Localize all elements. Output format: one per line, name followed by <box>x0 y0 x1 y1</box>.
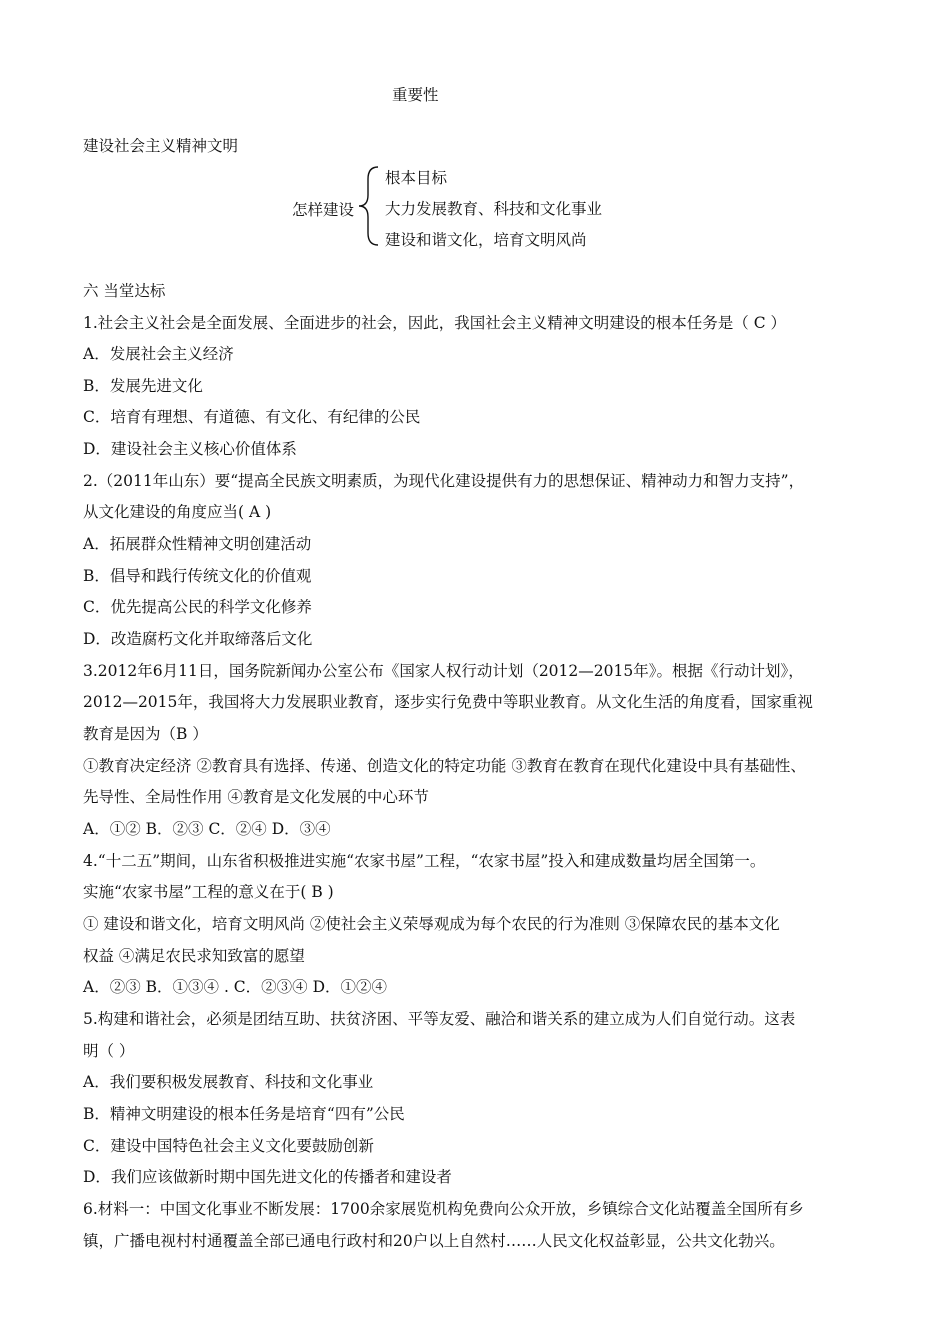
option-line: C．培育有理想、有道德、有文化、有纪律的公民 <box>83 408 421 426</box>
branch-item: 建设和谐文化，培育文明风尚 <box>385 231 587 249</box>
section-title: 六 当堂达标 <box>83 282 166 300</box>
option-line: D．改造腐朽文化并取缔落后文化 <box>83 630 313 648</box>
option-line: A．发展社会主义经济 <box>83 345 234 363</box>
statement-line: ① 建设和谐文化，培育文明风尚 ②使社会主义荣辱观成为每个农民的行为准则 ③保障农民的基本文化 <box>83 915 780 933</box>
question-line: 5.构建和谐社会，必须是团结互助、扶贫济困、平等友爱、融洽和谐关系的建立成为人们自觉行动。这表 <box>83 1010 796 1028</box>
option-line: B．倡导和践行传统文化的价值观 <box>83 567 312 585</box>
statement-line: 先导性、全局性作用 ④教育是文化发展的中心环节 <box>83 788 429 806</box>
option-line: B．发展先进文化 <box>83 377 203 395</box>
question-line: 实施“农家书屋”工程的意义在于( B ) <box>83 883 334 901</box>
option-line: A．①② B．②③ C．②④ D．③④ <box>83 820 331 838</box>
option-line: A．②③ B．①③④ . C．②③④ D．①②④ <box>83 978 388 996</box>
statement-line: ①教育决定经济 ②教育具有选择、传递、创造文化的特定功能 ③教育在教育在现代化建设中具有基础性、 <box>83 757 806 775</box>
importance-label: 重要性 <box>392 86 439 104</box>
branch-item: 大力发展教育、科技和文化事业 <box>385 200 603 218</box>
question-line: 2.（2011年山东）要“提高全民族文明素质，为现代化建设提供有力的思想保证、精神动力和智力支持”， <box>83 472 805 490</box>
question-line: 镇，广播电视村村通覆盖全部已通电行政村和20户以上自然村……人民文化权益彰显，公共文化勃兴。 <box>83 1232 785 1250</box>
question-line: 教育是因为（B ） <box>83 725 208 743</box>
question-line: 6.材料一：中国文化事业不断发展：1700余家展览机构免费向公众开放，乡镇综合文化站覆盖全国所有乡 <box>83 1200 804 1218</box>
option-line: B．精神文明建设的根本任务是培育“四有”公民 <box>83 1105 405 1123</box>
question-line: 3.2012年6月11日，国务院新闻办公室公布《国家人权行动计划（2012—2015年》。根据《行动计划》， <box>83 662 804 680</box>
outline-heading: 建设社会主义精神文明 <box>83 137 239 155</box>
option-line: C．建设中国特色社会主义文化要鼓励创新 <box>83 1137 374 1155</box>
question-line: 1.社会主义社会是全面发展、全面进步的社会，因此，我国社会主义精神文明建设的根本任务是（ C ） <box>83 314 787 332</box>
option-line: D．建设社会主义核心价值体系 <box>83 440 297 458</box>
question-line: 明（ ） <box>83 1042 135 1060</box>
curly-brace-icon <box>356 165 382 247</box>
option-line: A．我们要积极发展教育、科技和文化事业 <box>83 1073 374 1091</box>
question-line: 2012—2015年，我国将大力发展职业教育，逐步实行免费中等职业教育。从文化生活的角度看，国家重视 <box>83 693 813 711</box>
option-line: C．优先提高公民的科学文化修养 <box>83 598 312 616</box>
question-line: 从文化建设的角度应当( A ) <box>83 503 272 521</box>
statement-line: 权益 ④满足农民求知致富的愿望 <box>83 947 305 965</box>
branch-item: 根本目标 <box>385 169 448 187</box>
option-line: A．拓展群众性精神文明创建活动 <box>83 535 312 553</box>
how-to-build-label: 怎样建设 <box>292 201 355 219</box>
option-line: D．我们应该做新时期中国先进文化的传播者和建设者 <box>83 1168 452 1186</box>
question-line: 4.“十二五”期间，山东省积极推进实施“农家书屋”工程，“农家书屋”投入和建成数量均居全国第一。 <box>83 852 766 870</box>
